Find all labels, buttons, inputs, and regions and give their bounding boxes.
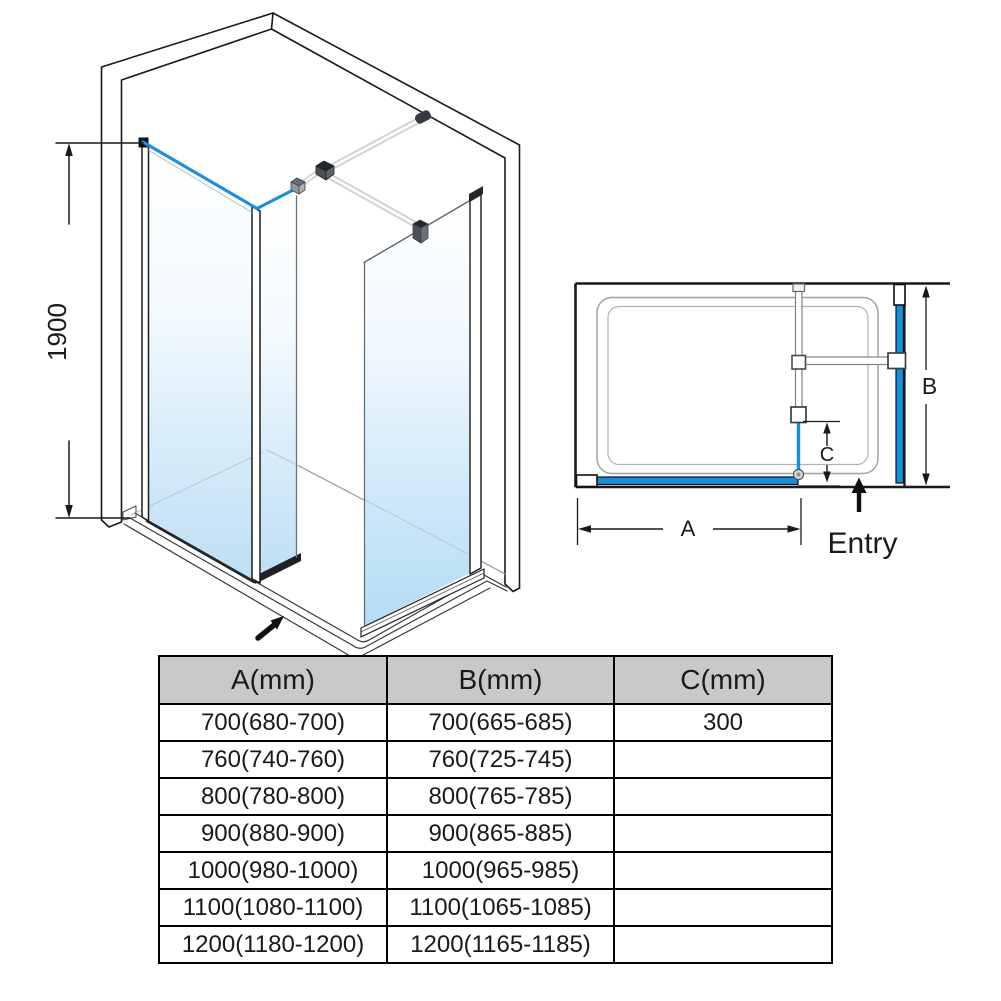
table-cell: [614, 815, 832, 852]
c-dimension: [798, 422, 840, 487]
table-row: [159, 778, 832, 815]
table-row: [159, 926, 832, 963]
side-panel-wall-profile: [142, 140, 149, 521]
a-dimension-label: A: [680, 516, 696, 541]
table-cell: [614, 889, 832, 926]
table-cell: 900(880-900): [159, 815, 387, 852]
a-dimension: [578, 498, 802, 545]
table-row: [159, 815, 832, 852]
table-cell: 1100(1065-1085): [387, 889, 614, 926]
height-dimension: [42, 143, 143, 518]
column-header-b: B(mm): [387, 656, 614, 704]
entry-arrow-icon: [852, 478, 867, 494]
plan-c-clamp: [791, 407, 806, 423]
table-cell: 900(865-885): [387, 815, 614, 852]
plan-b-clamp: [888, 353, 906, 369]
plan-panel-a: [597, 477, 798, 485]
entry-arrow-3d-icon: [258, 616, 284, 638]
plan-support-bars: [791, 284, 906, 423]
front-glass-panel: [365, 203, 470, 626]
plan-tee-clamp: [792, 356, 806, 370]
dim-arrow-up-icon: [65, 143, 73, 156]
table-cell: [614, 741, 832, 778]
dimension-table: [158, 655, 833, 964]
table-cell: 700(680-700): [159, 704, 387, 741]
plan-hinge-pin: [797, 473, 801, 477]
dim-arrow-down-icon: [65, 505, 73, 518]
plan-view-drawing: [576, 284, 951, 561]
table-row: [159, 852, 832, 889]
plan-wall-clamp: [793, 284, 805, 292]
table-cell: 1200(1180-1200): [159, 926, 387, 963]
entry-label: Entry: [827, 527, 898, 560]
corner-post: [252, 207, 260, 584]
table-row: [159, 704, 832, 741]
height-dimension-label: 1900: [42, 303, 72, 361]
front-panel-frame: [470, 195, 481, 575]
plan-tray-outer: [597, 298, 878, 474]
table-row: [159, 741, 832, 778]
b-dimension: [922, 286, 937, 486]
entry-marker: [828, 478, 898, 561]
plan-panel-a-wall-cap: [577, 475, 598, 487]
column-header-a: A(mm): [159, 656, 387, 704]
plan-tray-inner: [608, 307, 868, 465]
table-cell: 760(740-760): [159, 741, 387, 778]
support-bars: [291, 109, 432, 243]
column-header-c: C(mm): [614, 656, 832, 704]
c-dimension-label: C: [819, 444, 835, 466]
b-dimension-label: B: [921, 373, 938, 399]
table-cell: 300: [614, 704, 832, 741]
table-cell: 800(765-785): [387, 778, 614, 815]
table-cell: [614, 778, 832, 815]
table-cell: 700(665-685): [387, 704, 614, 741]
plan-walls: [576, 284, 951, 488]
table-row: [159, 889, 832, 926]
table-cell: [614, 926, 832, 963]
table-cell: 1100(1080-1100): [159, 889, 387, 926]
return-glass-panel: [261, 194, 296, 578]
table-cell: 1000(980-1000): [159, 852, 387, 889]
table-cell: 1200(1165-1185): [387, 926, 614, 963]
side-view-drawing: [42, 13, 520, 657]
table-cell: 760(725-745): [387, 741, 614, 778]
front-panel-bracket: [413, 220, 428, 243]
side-glass-panel: [148, 147, 252, 581]
table-header-row: [159, 656, 832, 704]
table-cell: 1000(965-985): [387, 852, 614, 889]
plan-panel-b-wall-cap: [894, 285, 905, 306]
table-cell: 800(780-800): [159, 778, 387, 815]
plan-panel-b: [896, 305, 904, 483]
table-cell: [614, 852, 832, 889]
